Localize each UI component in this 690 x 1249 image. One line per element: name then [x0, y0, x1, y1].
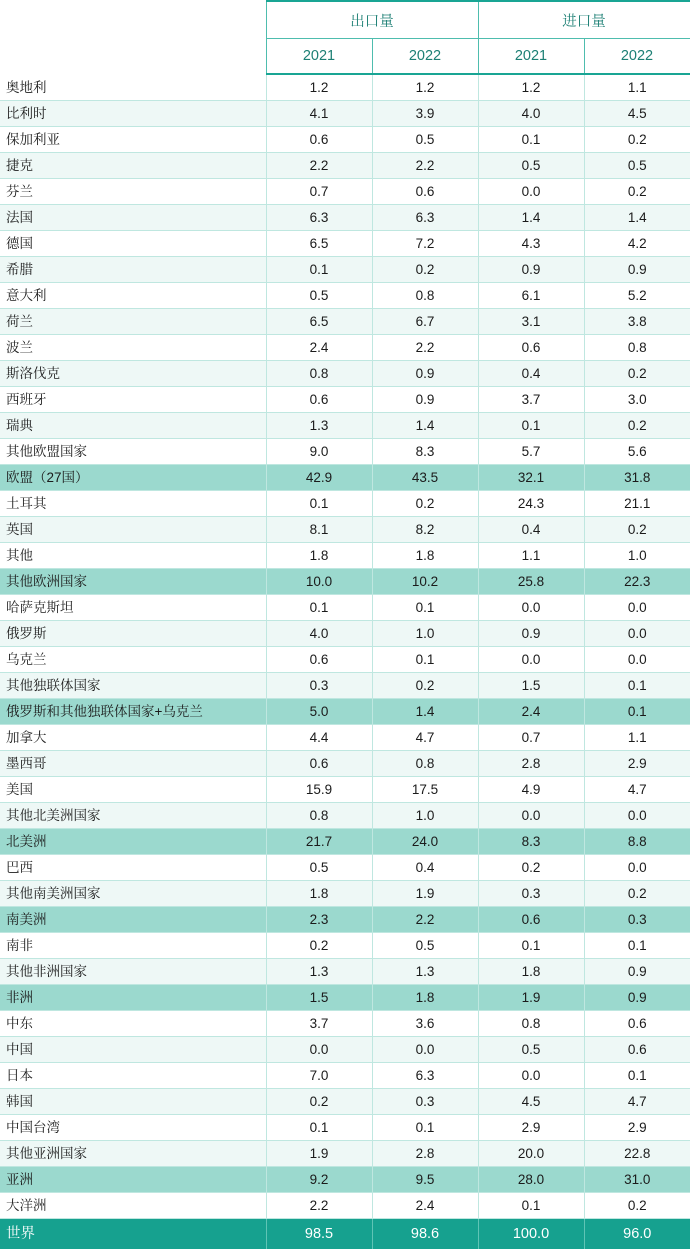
table-row	[0, 699, 690, 725]
row-value: 3.1	[478, 309, 584, 335]
row-value: 0.1	[478, 1193, 584, 1219]
table-row	[0, 517, 690, 543]
row-value: 24.0	[372, 829, 478, 855]
row-value: 1.3	[266, 413, 372, 439]
row-label: 亚洲	[0, 1167, 266, 1193]
table-row	[0, 127, 690, 153]
row-value: 1.9	[266, 1141, 372, 1167]
row-value: 1.0	[372, 803, 478, 829]
row-value: 2.9	[478, 1115, 584, 1141]
row-value: 1.8	[266, 543, 372, 569]
row-value: 31.8	[584, 465, 690, 491]
row-value: 42.9	[266, 465, 372, 491]
row-value: 0.2	[584, 127, 690, 153]
row-value: 0.2	[584, 179, 690, 205]
row-label: 南美洲	[0, 907, 266, 933]
row-value: 0.0	[478, 179, 584, 205]
table-row	[0, 361, 690, 387]
row-value: 0.1	[266, 257, 372, 283]
row-value: 0.2	[584, 517, 690, 543]
row-value: 6.7	[372, 309, 478, 335]
row-value: 1.4	[372, 413, 478, 439]
row-value: 2.3	[266, 907, 372, 933]
row-value: 2.2	[372, 335, 478, 361]
row-value: 0.0	[478, 1063, 584, 1089]
row-value: 2.2	[372, 907, 478, 933]
row-value: 0.0	[584, 621, 690, 647]
row-value: 0.0	[584, 647, 690, 673]
row-value: 2.4	[266, 335, 372, 361]
table-body	[0, 74, 690, 1249]
row-value: 4.7	[584, 1089, 690, 1115]
row-label: 芬兰	[0, 179, 266, 205]
row-value: 4.7	[584, 777, 690, 803]
row-label: 世界	[0, 1219, 266, 1249]
row-value: 0.6	[584, 1037, 690, 1063]
row-value: 0.1	[372, 1115, 478, 1141]
table-row	[0, 205, 690, 231]
row-value: 0.9	[372, 361, 478, 387]
row-value: 0.4	[478, 361, 584, 387]
row-value: 0.9	[584, 959, 690, 985]
row-value: 32.1	[478, 465, 584, 491]
row-value: 0.2	[266, 1089, 372, 1115]
row-value: 0.0	[266, 1037, 372, 1063]
row-value: 1.2	[266, 74, 372, 101]
row-value: 0.0	[584, 595, 690, 621]
row-label: 墨西哥	[0, 751, 266, 777]
row-value: 0.6	[266, 647, 372, 673]
table-row	[0, 335, 690, 361]
row-value: 15.9	[266, 777, 372, 803]
header-year-export-2021: 2021	[266, 39, 372, 75]
table-row	[0, 1219, 690, 1249]
table-row	[0, 829, 690, 855]
table-row	[0, 283, 690, 309]
row-value: 0.2	[584, 413, 690, 439]
row-value: 0.2	[584, 881, 690, 907]
row-value: 4.0	[266, 621, 372, 647]
row-value: 1.4	[478, 205, 584, 231]
row-value: 8.2	[372, 517, 478, 543]
table-row	[0, 1089, 690, 1115]
row-value: 10.0	[266, 569, 372, 595]
row-value: 0.8	[266, 803, 372, 829]
row-label: 瑞典	[0, 413, 266, 439]
table-row	[0, 595, 690, 621]
header-year-import-2022: 2022	[584, 39, 690, 75]
row-value: 4.9	[478, 777, 584, 803]
table-row	[0, 985, 690, 1011]
row-value: 1.9	[372, 881, 478, 907]
table-row	[0, 1141, 690, 1167]
row-value: 0.6	[266, 127, 372, 153]
row-label: 日本	[0, 1063, 266, 1089]
table-row	[0, 907, 690, 933]
row-value: 0.6	[584, 1011, 690, 1037]
table-row	[0, 959, 690, 985]
table-row	[0, 1063, 690, 1089]
row-label: 斯洛伐克	[0, 361, 266, 387]
row-value: 3.8	[584, 309, 690, 335]
table-row	[0, 751, 690, 777]
header-group-import: 进口量	[478, 1, 690, 39]
row-value: 0.1	[266, 491, 372, 517]
row-value: 98.6	[372, 1219, 478, 1249]
row-value: 9.0	[266, 439, 372, 465]
row-value: 1.1	[478, 543, 584, 569]
row-value: 0.5	[266, 855, 372, 881]
header-year-export-2022: 2022	[372, 39, 478, 75]
row-value: 8.8	[584, 829, 690, 855]
row-value: 0.5	[372, 933, 478, 959]
row-label: 捷克	[0, 153, 266, 179]
row-value: 6.3	[266, 205, 372, 231]
row-value: 1.2	[372, 74, 478, 101]
row-value: 0.8	[372, 751, 478, 777]
table-row	[0, 881, 690, 907]
row-label: 巴西	[0, 855, 266, 881]
row-value: 4.2	[584, 231, 690, 257]
table-row	[0, 491, 690, 517]
row-value: 0.4	[372, 855, 478, 881]
row-value: 0.8	[478, 1011, 584, 1037]
row-value: 0.5	[266, 283, 372, 309]
row-value: 0.2	[372, 491, 478, 517]
table-row	[0, 74, 690, 101]
row-label: 其他独联体国家	[0, 673, 266, 699]
row-value: 1.5	[266, 985, 372, 1011]
table-row	[0, 153, 690, 179]
row-value: 2.9	[584, 751, 690, 777]
row-label: 西班牙	[0, 387, 266, 413]
table-row	[0, 621, 690, 647]
row-label: 其他欧洲国家	[0, 569, 266, 595]
table-row	[0, 569, 690, 595]
row-value: 4.7	[372, 725, 478, 751]
row-value: 5.7	[478, 439, 584, 465]
row-label: 荷兰	[0, 309, 266, 335]
header-year-import-2021: 2021	[478, 39, 584, 75]
table-row	[0, 387, 690, 413]
row-value: 0.0	[584, 803, 690, 829]
row-value: 2.9	[584, 1115, 690, 1141]
row-value: 0.2	[584, 361, 690, 387]
row-value: 100.0	[478, 1219, 584, 1249]
table-row	[0, 803, 690, 829]
row-value: 0.7	[266, 179, 372, 205]
row-value: 2.2	[266, 153, 372, 179]
table-row	[0, 543, 690, 569]
row-value: 0.2	[266, 933, 372, 959]
row-value: 0.1	[372, 595, 478, 621]
row-label: 南非	[0, 933, 266, 959]
row-value: 0.5	[478, 1037, 584, 1063]
row-value: 1.0	[372, 621, 478, 647]
row-value: 1.8	[266, 881, 372, 907]
row-value: 21.1	[584, 491, 690, 517]
row-label: 比利时	[0, 101, 266, 127]
row-label: 保加利亚	[0, 127, 266, 153]
row-label: 中国	[0, 1037, 266, 1063]
row-value: 3.7	[266, 1011, 372, 1037]
row-value: 0.1	[584, 933, 690, 959]
row-label: 其他南美洲国家	[0, 881, 266, 907]
row-value: 0.0	[478, 647, 584, 673]
row-value: 4.4	[266, 725, 372, 751]
row-value: 0.9	[478, 257, 584, 283]
table-row	[0, 777, 690, 803]
row-label: 加拿大	[0, 725, 266, 751]
row-value: 2.4	[372, 1193, 478, 1219]
row-value: 0.9	[584, 985, 690, 1011]
header-corner-cell	[0, 1, 266, 74]
row-value: 96.0	[584, 1219, 690, 1249]
row-label: 中国台湾	[0, 1115, 266, 1141]
row-value: 0.1	[584, 1063, 690, 1089]
row-value: 0.4	[478, 517, 584, 543]
row-label: 北美洲	[0, 829, 266, 855]
row-label: 俄罗斯和其他独联体国家+乌克兰	[0, 699, 266, 725]
row-value: 4.1	[266, 101, 372, 127]
row-label: 韩国	[0, 1089, 266, 1115]
row-value: 43.5	[372, 465, 478, 491]
row-value: 0.0	[478, 595, 584, 621]
row-label: 波兰	[0, 335, 266, 361]
row-value: 0.8	[584, 335, 690, 361]
row-value: 7.0	[266, 1063, 372, 1089]
table-row	[0, 1037, 690, 1063]
header-group-export: 出口量	[266, 1, 478, 39]
row-value: 8.3	[478, 829, 584, 855]
row-label: 其他非洲国家	[0, 959, 266, 985]
row-value: 22.3	[584, 569, 690, 595]
row-label: 英国	[0, 517, 266, 543]
row-value: 0.3	[266, 673, 372, 699]
row-value: 0.2	[372, 673, 478, 699]
row-value: 3.7	[478, 387, 584, 413]
row-value: 0.1	[478, 127, 584, 153]
row-value: 2.8	[372, 1141, 478, 1167]
row-value: 0.2	[372, 257, 478, 283]
table-row	[0, 647, 690, 673]
row-value: 0.8	[372, 283, 478, 309]
row-value: 7.2	[372, 231, 478, 257]
row-value: 22.8	[584, 1141, 690, 1167]
row-label: 其他	[0, 543, 266, 569]
table-row	[0, 465, 690, 491]
row-value: 9.5	[372, 1167, 478, 1193]
row-value: 9.2	[266, 1167, 372, 1193]
row-value: 0.1	[266, 595, 372, 621]
row-value: 2.2	[266, 1193, 372, 1219]
row-value: 4.5	[478, 1089, 584, 1115]
row-value: 0.5	[372, 127, 478, 153]
row-value: 4.5	[584, 101, 690, 127]
row-value: 0.6	[266, 751, 372, 777]
row-value: 0.6	[478, 907, 584, 933]
row-value: 8.3	[372, 439, 478, 465]
row-value: 1.5	[478, 673, 584, 699]
row-value: 0.9	[372, 387, 478, 413]
row-value: 0.1	[584, 699, 690, 725]
row-value: 10.2	[372, 569, 478, 595]
row-value: 25.8	[478, 569, 584, 595]
row-value: 20.0	[478, 1141, 584, 1167]
row-value: 2.4	[478, 699, 584, 725]
table-row	[0, 1167, 690, 1193]
row-value: 0.1	[478, 413, 584, 439]
row-value: 0.1	[372, 647, 478, 673]
table-row	[0, 1193, 690, 1219]
row-value: 1.1	[584, 74, 690, 101]
row-value: 4.3	[478, 231, 584, 257]
row-label: 希腊	[0, 257, 266, 283]
row-value: 0.6	[372, 179, 478, 205]
row-value: 0.0	[478, 803, 584, 829]
row-value: 6.3	[372, 1063, 478, 1089]
row-value: 98.5	[266, 1219, 372, 1249]
table-row	[0, 1011, 690, 1037]
row-label: 其他北美洲国家	[0, 803, 266, 829]
row-value: 5.2	[584, 283, 690, 309]
row-value: 5.6	[584, 439, 690, 465]
row-value: 0.8	[266, 361, 372, 387]
row-label: 美国	[0, 777, 266, 803]
row-value: 0.1	[266, 1115, 372, 1141]
row-value: 0.9	[478, 621, 584, 647]
row-label: 其他欧盟国家	[0, 439, 266, 465]
table-row	[0, 439, 690, 465]
row-value: 8.1	[266, 517, 372, 543]
row-label: 法国	[0, 205, 266, 231]
row-label: 非洲	[0, 985, 266, 1011]
row-value: 0.3	[584, 907, 690, 933]
row-value: 0.6	[478, 335, 584, 361]
row-value: 3.0	[584, 387, 690, 413]
row-value: 1.3	[372, 959, 478, 985]
row-value: 28.0	[478, 1167, 584, 1193]
row-value: 0.3	[372, 1089, 478, 1115]
table-row	[0, 101, 690, 127]
table-row	[0, 413, 690, 439]
row-value: 0.7	[478, 725, 584, 751]
table-row	[0, 933, 690, 959]
table-row	[0, 855, 690, 881]
row-label: 大洋洲	[0, 1193, 266, 1219]
row-label: 俄罗斯	[0, 621, 266, 647]
row-label: 欧盟（27国）	[0, 465, 266, 491]
table-row	[0, 231, 690, 257]
row-value: 0.5	[584, 153, 690, 179]
header-group-row	[0, 1, 690, 39]
row-value: 5.0	[266, 699, 372, 725]
row-value: 1.8	[372, 985, 478, 1011]
table-header	[0, 1, 690, 74]
table-row	[0, 179, 690, 205]
row-label: 其他亚洲国家	[0, 1141, 266, 1167]
row-label: 乌克兰	[0, 647, 266, 673]
table-row	[0, 257, 690, 283]
row-value: 3.9	[372, 101, 478, 127]
row-value: 0.0	[584, 855, 690, 881]
row-value: 6.1	[478, 283, 584, 309]
row-value: 6.3	[372, 205, 478, 231]
row-value: 0.2	[478, 855, 584, 881]
row-label: 中东	[0, 1011, 266, 1037]
row-value: 0.5	[478, 153, 584, 179]
row-value: 31.0	[584, 1167, 690, 1193]
row-value: 1.3	[266, 959, 372, 985]
row-value: 1.8	[372, 543, 478, 569]
row-value: 6.5	[266, 309, 372, 335]
row-label: 意大利	[0, 283, 266, 309]
row-value: 1.0	[584, 543, 690, 569]
row-value: 0.1	[478, 933, 584, 959]
table-row	[0, 673, 690, 699]
row-label: 哈萨克斯坦	[0, 595, 266, 621]
row-value: 6.5	[266, 231, 372, 257]
row-value: 0.2	[584, 1193, 690, 1219]
row-value: 0.0	[372, 1037, 478, 1063]
row-value: 1.8	[478, 959, 584, 985]
row-label: 奥地利	[0, 74, 266, 101]
row-value: 3.6	[372, 1011, 478, 1037]
row-value: 1.9	[478, 985, 584, 1011]
row-value: 17.5	[372, 777, 478, 803]
table-row	[0, 725, 690, 751]
row-value: 0.9	[584, 257, 690, 283]
row-value: 1.4	[584, 205, 690, 231]
row-value: 0.3	[478, 881, 584, 907]
row-value: 0.1	[584, 673, 690, 699]
row-value: 24.3	[478, 491, 584, 517]
row-value: 4.0	[478, 101, 584, 127]
row-value: 1.1	[584, 725, 690, 751]
row-label: 土耳其	[0, 491, 266, 517]
row-value: 2.8	[478, 751, 584, 777]
row-value: 0.6	[266, 387, 372, 413]
row-value: 21.7	[266, 829, 372, 855]
row-value: 2.2	[372, 153, 478, 179]
row-value: 1.2	[478, 74, 584, 101]
row-value: 1.4	[372, 699, 478, 725]
table-row	[0, 309, 690, 335]
row-label: 德国	[0, 231, 266, 257]
